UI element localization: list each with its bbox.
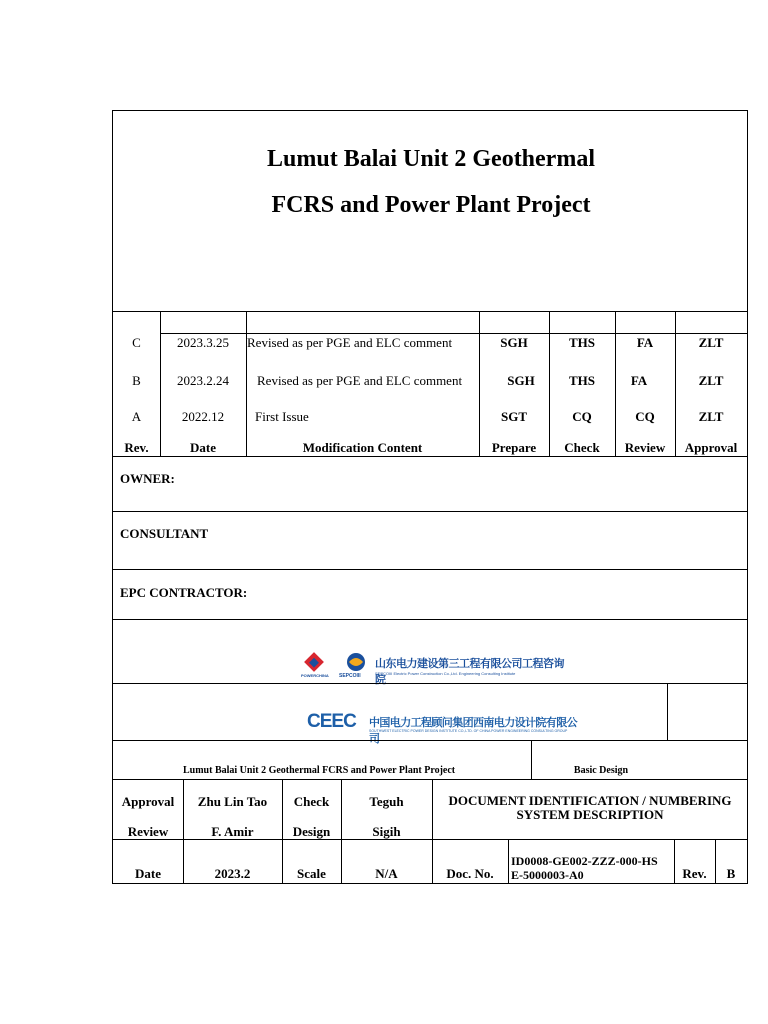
- approval-label: Approval: [121, 794, 175, 809]
- rev-table-bottom-line: [113, 456, 747, 457]
- prepare-cell: SGT: [500, 409, 527, 424]
- title-block-frame: [112, 110, 748, 884]
- ceec-logo: [307, 711, 577, 745]
- design-value: Sigih: [372, 824, 401, 839]
- consultant-label: CONSULTANT: [120, 526, 209, 541]
- content-cell: First Issue: [255, 409, 309, 424]
- footer-project-name: Lumut Balai Unit 2 Geothermal FCRS and Power Plant Project: [183, 765, 456, 776]
- rev-col-divider: [479, 311, 480, 456]
- approval-header: Approval: [684, 440, 738, 455]
- date-header: Date: [190, 440, 216, 455]
- ceec-en-name: SOUTHWEST ELECTRIC POWER DESIGN INSTITUTE CO.,LTD. OF CHINA POWER ENGINEERING CONSULTING GROUP: [369, 729, 568, 733]
- ceec-divider: [113, 740, 747, 741]
- approval-cell: ZLT: [698, 335, 724, 350]
- check-label: Check: [293, 794, 330, 809]
- date-label: Date: [135, 866, 161, 881]
- sepco-globe-icon: [345, 651, 367, 673]
- review-label: Review: [127, 824, 169, 839]
- sepco-brand-text: SEPCOIII: [339, 673, 361, 679]
- epc-contractor-label: EPC CONTRACTOR:: [120, 585, 248, 600]
- document-title: DOCUMENT IDENTIFICATION / NUMBERING SYSTEM DESCRIPTION: [448, 793, 732, 822]
- design-label: Design: [292, 824, 331, 839]
- ceec-cn-name: 中国电力工程顾问集团西南电力设计院有限公司: [369, 716, 577, 745]
- sepco-cn-name: 山东电力建设第三工程有限公司工程咨询院: [375, 657, 564, 686]
- rev-table-top-line: [113, 311, 747, 312]
- check-cell: CQ: [572, 409, 592, 424]
- date-cell: 2022.12: [181, 409, 225, 424]
- rev-cell: B: [132, 373, 141, 388]
- footer-top-line: [113, 779, 747, 780]
- approval-cell: ZLT: [698, 409, 724, 424]
- review-cell: FA: [630, 373, 648, 388]
- rev-table-line-a: [160, 333, 747, 334]
- doc-no-value: ID0008-GE002-ZZZ-000-HSE-5000003-A0: [511, 854, 658, 882]
- date-cell: 2023.3.25: [177, 335, 229, 350]
- sepco-logo: [301, 651, 573, 686]
- rev-label: Rev.: [682, 866, 707, 881]
- rev-cell: A: [131, 409, 142, 424]
- ceec-mark: CEEC: [307, 711, 356, 732]
- check-header: Check: [564, 440, 600, 455]
- owner-label: OWNER:: [120, 471, 175, 486]
- project-title-line2: FCRS and Power Plant Project: [271, 192, 591, 218]
- content-cell: Revised as per PGE and ELC comment: [247, 335, 453, 350]
- review-header: Review: [624, 440, 666, 455]
- review-cell: FA: [636, 335, 654, 350]
- approval-cell: ZLT: [698, 373, 724, 388]
- sepco-divider: [113, 683, 747, 684]
- consultant-divider: [113, 569, 747, 570]
- prepare-cell: SGH: [507, 373, 535, 388]
- content-header: Modification Content: [302, 440, 423, 455]
- date-cell: 2023.2.24: [177, 373, 229, 388]
- prepare-cell: SGH: [500, 335, 528, 350]
- footer-col-divider: [508, 839, 509, 883]
- scale-label: Scale: [297, 866, 326, 881]
- rev-col-divider: [246, 311, 247, 456]
- approval-value: Zhu Lin Tao: [197, 794, 268, 809]
- rev-value: B: [726, 866, 736, 881]
- prepare-header: Prepare: [491, 440, 537, 455]
- powerchina-text: POWERCHINA: [301, 673, 329, 678]
- date-value: 2023.2: [214, 866, 251, 881]
- content-cell: Revised as per PGE and ELC comment: [257, 373, 463, 388]
- sepco-en-name: SEPCOIII Electric Power Construction Co.,Ltd. Engineering Consulting Institute: [375, 671, 516, 676]
- project-title-line1: Lumut Balai Unit 2 Geothermal: [267, 146, 595, 172]
- check-value: Teguh: [369, 794, 404, 809]
- epc-divider: [113, 619, 747, 620]
- scale-value: N/A: [375, 866, 398, 881]
- review-value: F. Amir: [211, 824, 254, 839]
- doc-no-label: Doc. No.: [446, 866, 494, 881]
- logo-side-divider: [667, 683, 668, 740]
- owner-divider: [113, 511, 747, 512]
- check-cell: THS: [568, 373, 595, 388]
- rev-cell: C: [132, 335, 141, 350]
- design-stage: Basic Design: [573, 765, 629, 776]
- review-cell: CQ: [635, 409, 655, 424]
- rev-header: Rev.: [124, 440, 149, 455]
- check-cell: THS: [568, 335, 595, 350]
